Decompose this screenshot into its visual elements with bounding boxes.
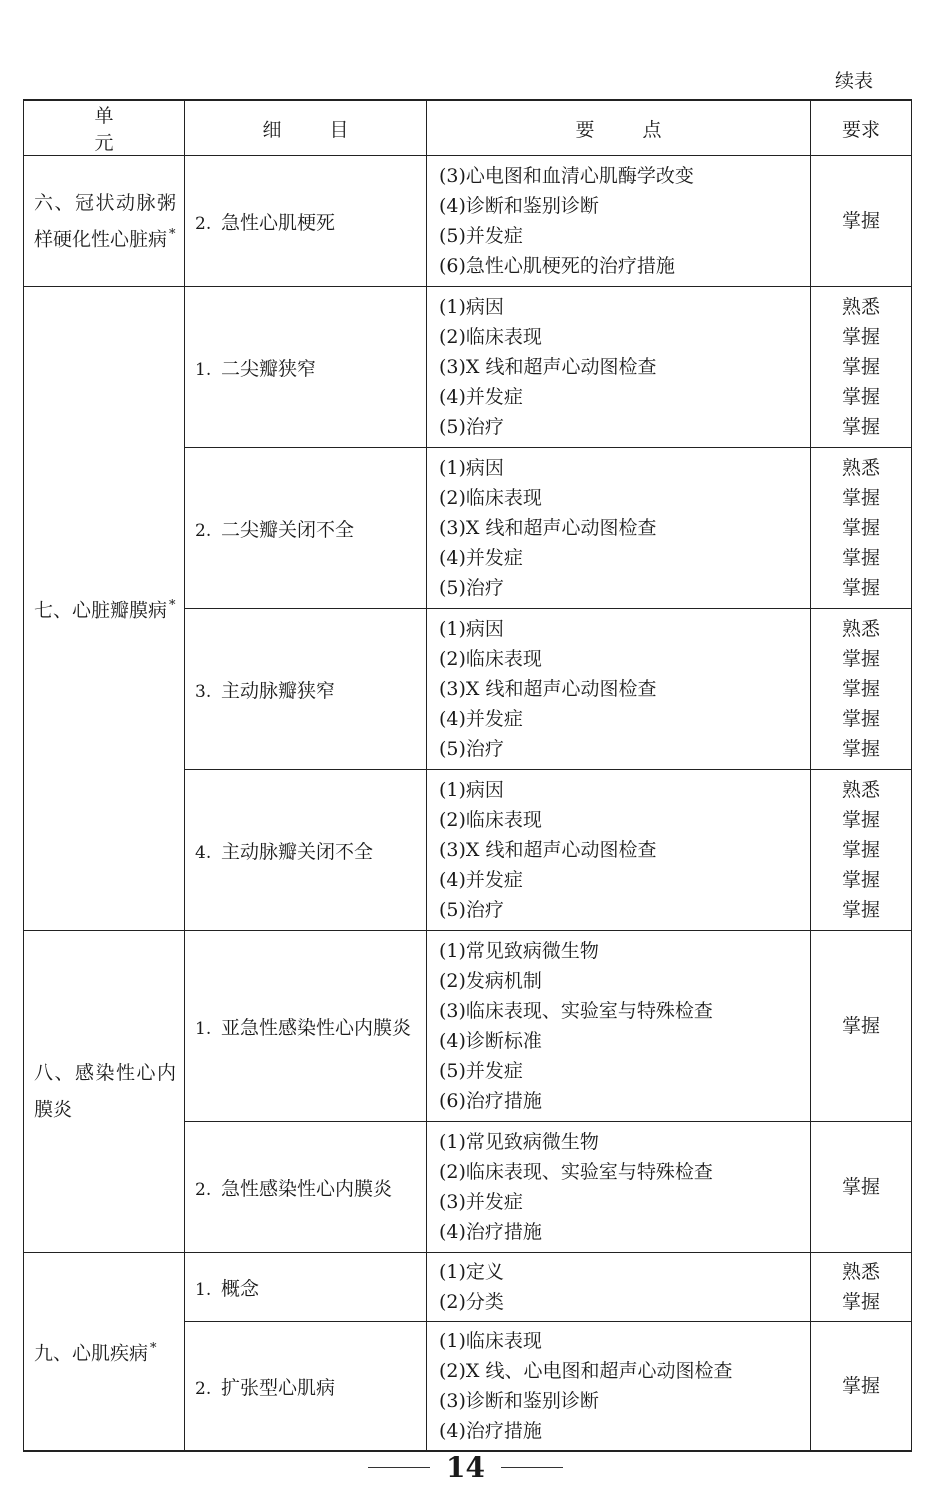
item-number: 2. [195,1378,212,1399]
point-line: (2)临床表现 [439,809,542,831]
unit-title: 九、心肌疾病 [34,1342,149,1365]
point-line: (6)急性心肌梗死的治疗措施 [439,255,675,277]
point-line: (1)病因 [439,296,504,318]
item-name: 主动脉瓣狭窄 [221,679,336,702]
point-line: (3)诊断和鉴别诊断 [439,1390,599,1412]
item-name: 主动脉瓣关闭不全 [221,840,374,863]
item-name: 急性心肌梗死 [221,211,336,234]
requirement-level: 掌握 [841,326,880,348]
points-cell [427,156,811,287]
points-cell [427,1122,811,1253]
point-line: (2)临床表现 [439,648,542,670]
unit-cell [24,931,185,1253]
item-cell [185,770,427,931]
points-cell [427,1253,811,1322]
point-line: (2)分类 [439,1291,504,1313]
point-line: (3)X 线和超声心动图检查 [439,356,657,378]
requirement-cell [811,609,912,770]
unit-cell [24,287,185,931]
item-cell [185,287,427,448]
point-line: (2)临床表现 [439,326,542,348]
unit-star-mark: * [169,598,176,614]
point-line: (1)常见致病微生物 [439,940,599,962]
requirement-level: 掌握 [841,678,880,700]
requirement-level: 掌握 [841,648,880,670]
item-cell [185,1253,427,1322]
points-cell [427,448,811,609]
requirement-level: 掌握 [841,356,880,378]
table-row [24,931,912,1122]
table-row [24,156,912,287]
item-number: 3. [195,681,212,702]
requirement-level: 熟悉 [841,1261,880,1283]
requirement-level: 熟悉 [841,618,880,640]
unit-title: 六、冠状动脉粥样硬化性心脏病 [34,191,176,251]
requirement-level: 掌握 [841,1176,880,1198]
point-line: (3)心电图和血清心肌酶学改变 [439,165,694,187]
requirement-level: 掌握 [841,869,880,891]
unit-cell [24,1253,185,1452]
point-line: (5)治疗 [439,577,504,599]
item-cell [185,931,427,1122]
point-line: (1)病因 [439,457,504,479]
requirement-cell [811,931,912,1122]
point-line: (5)治疗 [439,416,504,438]
requirement-cell [811,448,912,609]
requirement-level: 掌握 [841,708,880,730]
requirement-level: 掌握 [841,386,880,408]
page-number: 14 [446,1450,485,1484]
item-number: 2. [195,1179,212,1200]
item-name: 扩张型心肌病 [221,1376,336,1399]
point-line: (3)X 线和超声心动图检查 [439,517,657,539]
points-cell [427,287,811,448]
requirement-cell [811,156,912,287]
item-number: 2. [195,520,212,541]
point-line: (4)诊断和鉴别诊断 [439,195,599,217]
point-line: (2)临床表现 [439,487,542,509]
requirement-level: 掌握 [841,577,880,599]
requirement-cell [811,1322,912,1452]
requirement-cell [811,770,912,931]
point-line: (5)治疗 [439,899,504,921]
requirement-level: 掌握 [841,547,880,569]
item-cell [185,1122,427,1253]
requirement-level: 掌握 [841,210,880,232]
point-line: (3)并发症 [439,1191,523,1213]
item-cell [185,156,427,287]
point-line: (4)并发症 [439,869,523,891]
requirement-level: 熟悉 [841,457,880,479]
item-name: 亚急性感染性心内膜炎 [221,1016,412,1039]
requirement-level: 掌握 [841,809,880,831]
table-row [24,287,912,448]
footer-rule-left [368,1467,430,1468]
header-points: 要点 [427,100,811,156]
point-line: (2)X 线、心电图和超声心动图检查 [439,1360,733,1382]
requirement-level: 掌握 [841,487,880,509]
item-cell [185,609,427,770]
points-cell [427,931,811,1122]
item-name: 二尖瓣狭窄 [221,357,317,380]
unit-star-mark: * [169,226,176,242]
point-line: (4)诊断标准 [439,1030,542,1052]
point-line: (3)临床表现、实验室与特殊检查 [439,1000,713,1022]
header-unit: 单元 [24,100,185,156]
requirement-level: 掌握 [841,738,880,760]
point-line: (1)临床表现 [439,1330,542,1352]
requirement-level: 掌握 [841,839,880,861]
requirement-level: 熟悉 [841,779,880,801]
point-line: (4)治疗措施 [439,1221,542,1243]
requirement-level: 掌握 [841,1291,880,1313]
syllabus-table [23,99,912,1452]
item-name: 概念 [221,1277,260,1300]
requirement-level: 掌握 [841,517,880,539]
point-line: (1)常见致病微生物 [439,1131,599,1153]
requirement-level: 掌握 [841,899,880,921]
point-line: (6)治疗措施 [439,1090,542,1112]
unit-cell [24,156,185,287]
requirement-level: 掌握 [841,1375,880,1397]
point-line: (5)并发症 [439,225,523,247]
point-line: (3)X 线和超声心动图检查 [439,839,657,861]
table-body [24,156,912,1452]
point-line: (4)并发症 [439,547,523,569]
requirement-level: 熟悉 [841,296,880,318]
item-cell [185,1322,427,1452]
point-line: (4)并发症 [439,386,523,408]
item-number: 1. [195,1279,212,1300]
requirement-level: 掌握 [841,416,880,438]
unit-title: 七、心脏瓣膜病 [34,599,168,622]
header-requirement: 要求 [811,100,912,156]
item-name: 急性感染性心内膜炎 [221,1177,393,1200]
item-cell [185,448,427,609]
unit-title: 八、感染性心内膜炎 [34,1062,176,1121]
item-number: 2. [195,213,212,234]
requirement-cell [811,1122,912,1253]
item-number: 1. [195,359,212,380]
point-line: (1)病因 [439,618,504,640]
points-cell [427,609,811,770]
requirement-cell [811,287,912,448]
table-row [24,1253,912,1322]
point-line: (4)治疗措施 [439,1420,542,1442]
requirement-level: 掌握 [841,1015,880,1037]
point-line: (3)X 线和超声心动图检查 [439,678,657,700]
point-line: (1)定义 [439,1261,504,1283]
point-line: (2)临床表现、实验室与特殊检查 [439,1161,713,1183]
page-footer [0,1447,931,1487]
continued-label: 续表 [834,70,873,92]
footer-rule-right [501,1467,563,1468]
header-row [24,100,912,156]
points-cell [427,770,811,931]
item-number: 4. [195,842,212,863]
point-line: (2)发病机制 [439,970,542,992]
point-line: (1)病因 [439,779,504,801]
point-line: (5)治疗 [439,738,504,760]
points-cell [427,1322,811,1452]
item-number: 1. [195,1018,212,1039]
point-line: (5)并发症 [439,1060,523,1082]
unit-star-mark: * [150,1341,157,1357]
requirement-cell [811,1253,912,1322]
point-line: (4)并发症 [439,708,523,730]
header-item: 细目 [185,100,427,156]
item-name: 二尖瓣关闭不全 [221,518,355,541]
